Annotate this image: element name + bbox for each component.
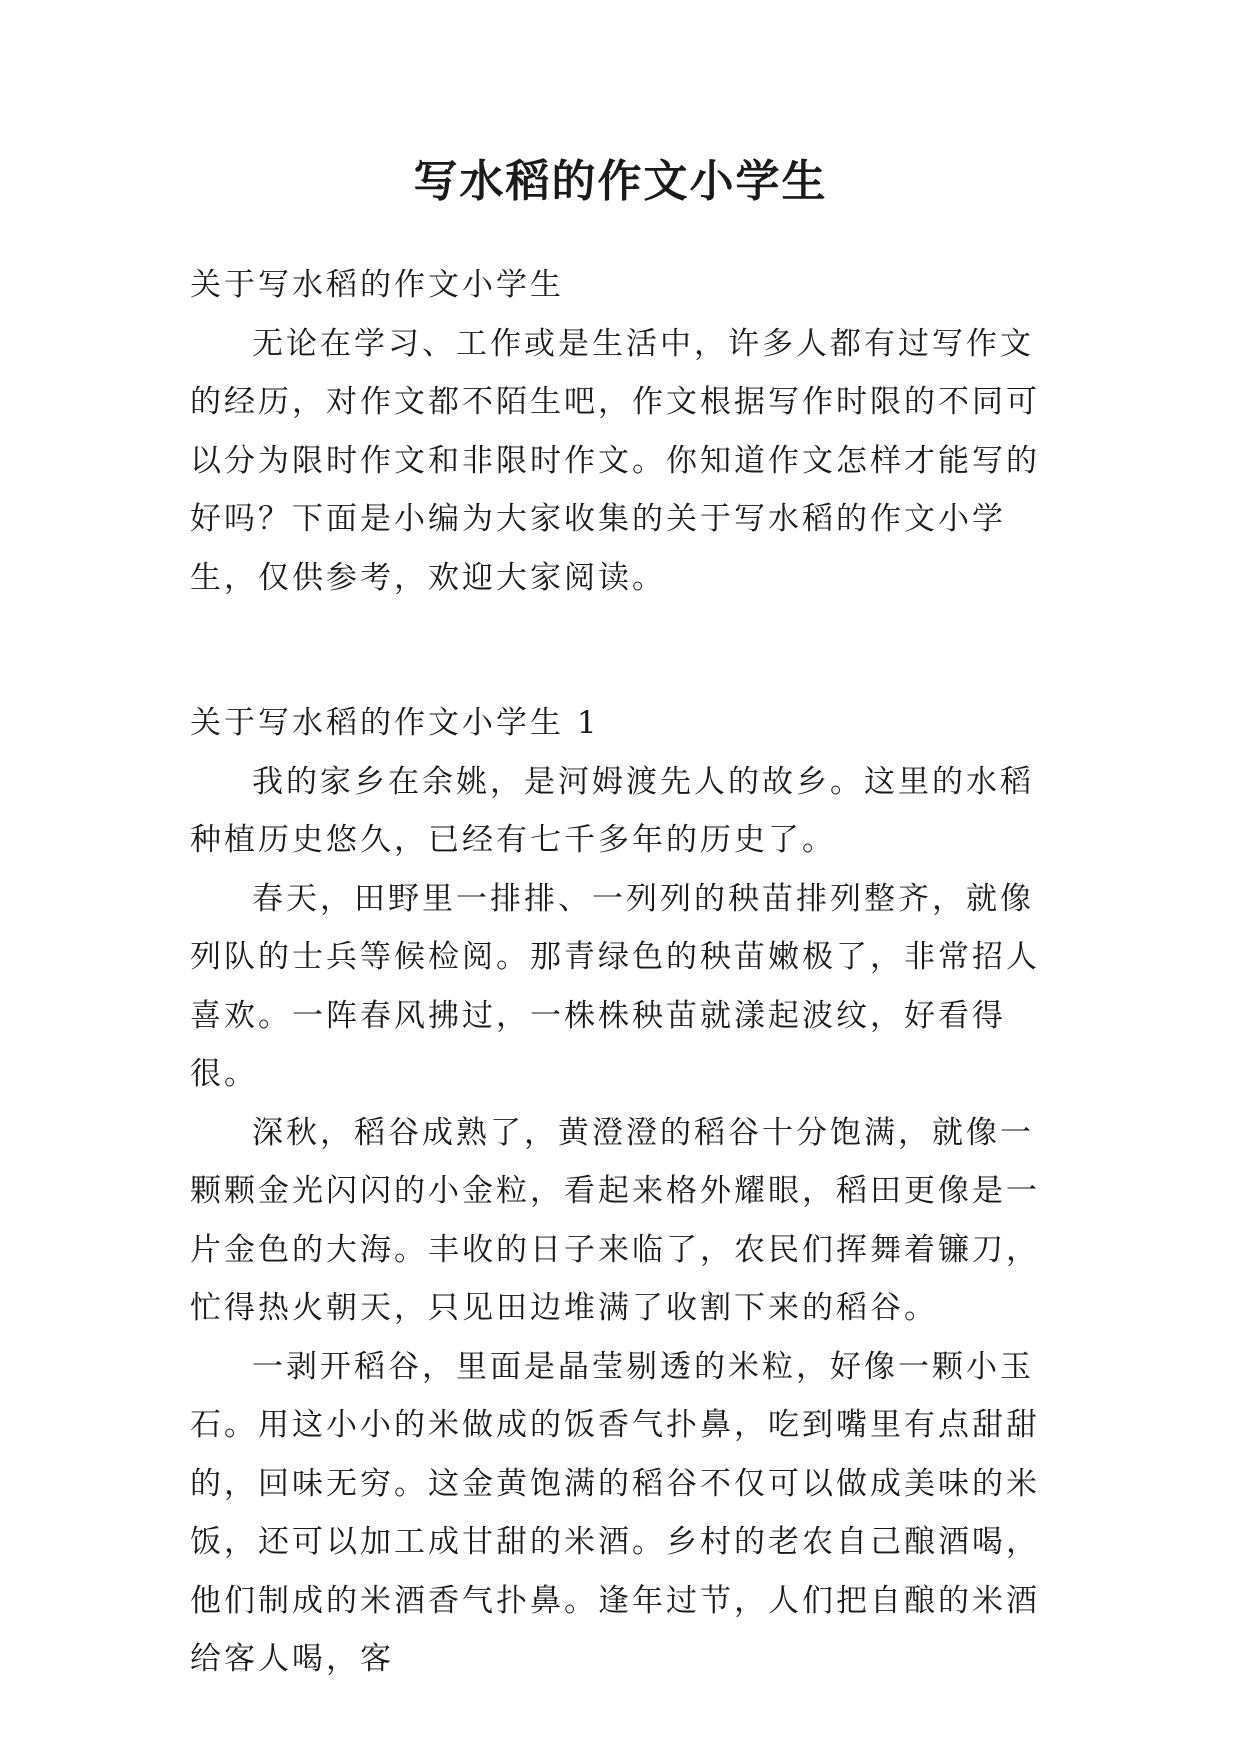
document-title: 写水稻的作文小学生 xyxy=(413,156,828,207)
section-1-paragraph: 我的家乡在余姚，是河姆渡先人的故乡。这里的水稻种植历史悠久，已经有七千多年的历史了。 xyxy=(190,763,1034,858)
intro-paragraph: 无论在学习、工作或是生活中，许多人都有过写作文的经历，对作文都不陌生吧，作文根据写作时限的不同可以分为限时作文和非限时作文。你知道作文怎样才能写的好吗？下面是小编为大家收集的关于写水稻的作文小学生，仅供参考，欢迎大家阅读。 xyxy=(190,325,1040,596)
intro-heading: 关于写水稻的作文小学生 xyxy=(190,267,564,303)
intro-section xyxy=(190,256,1052,607)
section-1-paragraph: 春天，田野里一排排、一列列的秧苗排列整齐，就像列队的士兵等候检阅。那青绿色的秧苗嫩极了，非常招人喜欢。一阵春风拂过，一株株秧苗就漾起波纹，好看得很。 xyxy=(190,880,1040,1092)
section-1-paragraph: 一剥开稻谷，里面是晶莹剔透的米粒，好像一颗小玉石。用这小小的米做成的饭香气扑鼻，吃到嘴里有点甜甜的，回味无穷。这金黄饱满的稻谷不仅可以做成美味的米饭，还可以加工成甘甜的米酒。乡村的老农自己酿酒喝，他们制成的米酒香气扑鼻。逢年过节，人们把自酿的米酒给客人喝，客 xyxy=(190,1348,1040,1677)
section-1 xyxy=(190,694,1052,1689)
section-1-paragraph: 深秋，稻谷成熟了，黄澄澄的稻谷十分饱满，就像一颗颗金光闪闪的小金粒，看起来格外耀眼，稻田更像是一片金色的大海。丰收的日子来临了，农民们挥舞着镰刀，忙得热火朝天，只见田边堆满了收割下来的稻谷。 xyxy=(190,1114,1040,1326)
section-1-heading: 关于写水稻的作文小学生 1 xyxy=(190,705,600,741)
